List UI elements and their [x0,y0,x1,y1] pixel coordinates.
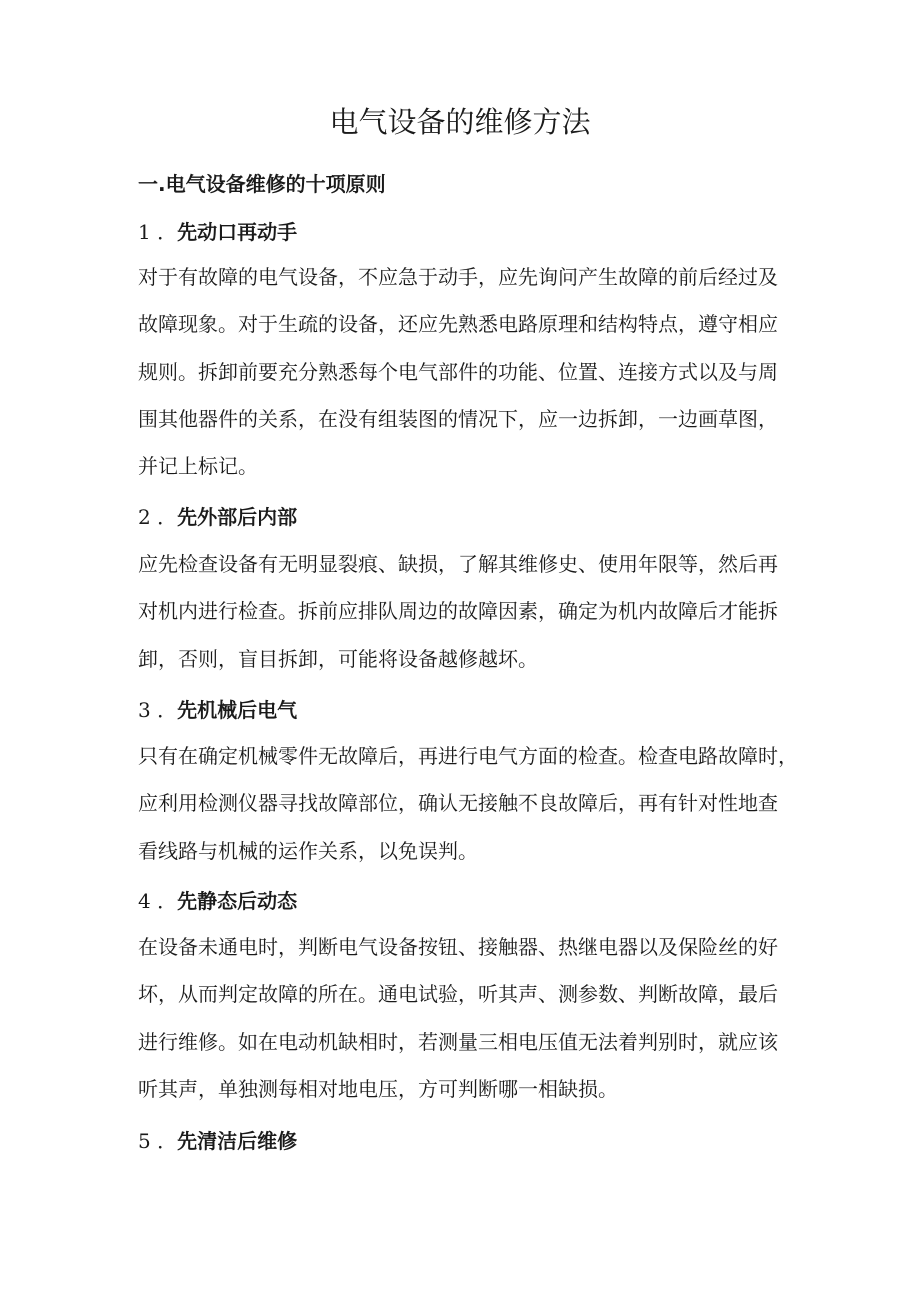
principle-title: 先机械后电气 [177,698,298,722]
body-line: 并记上标记。 [138,454,258,479]
principle-2-heading [138,501,297,533]
principle-number: 2 ． [138,505,178,529]
principle-number: 1 ． [138,220,178,244]
body-line: 看线路与机械的运作关系，以免误判。 [138,838,478,863]
principle-3-heading [138,694,297,726]
page-title: 电气设备的维修方法 [329,105,591,139]
body-line: 听其声，单独测每相对地电压，方可判断哪一相缺损。 [138,1076,618,1101]
principle-title: 先静态后动态 [177,889,298,913]
principle-5-heading [138,1125,297,1157]
body-line: 应先检查设备有无明显裂痕、缺损，了解其维修史、使用年限等，然后再 [138,552,778,576]
body-line: 对机内进行检查。拆前应排队周边的故障因素，确定为机内故障后才能拆 [138,599,778,624]
principle-title: 先动口再动手 [177,220,298,244]
principle-title: 先清洁后维修 [177,1129,298,1153]
principle-2-body [138,541,794,683]
body-line: 在设备未通电时，判断电气设备按钮、接触器、热继电器以及保险丝的好 [138,935,778,959]
body-line: 坏，从而判定故障的所在。通电试验，听其声、测参数、判断故障，最后 [138,982,778,1007]
principle-title: 先外部后内部 [177,505,298,529]
body-line: 规则。拆卸前要充分熟悉每个电气部件的功能、位置、连接方式以及与周 [138,359,778,384]
principle-number: 5 ． [138,1129,178,1153]
section-heading: 一.电气设备维修的十项原则 [138,172,386,196]
body-line: 故障现象。对于生疏的设备，还应先熟悉电路原理和结构特点，遵守相应 [138,312,778,337]
principle-4-body [138,924,794,1113]
body-line: 只有在确定机械零件无故障后，再进行电气方面的检查。检查电路故障时， [138,744,798,768]
body-line: 卸，否则，盲目拆卸，可能将设备越修越坏。 [138,646,538,671]
body-line: 围其他器件的关系，在没有组装图的情况下，应一边拆卸，一边画草图， [138,406,778,431]
principle-1-heading [138,216,297,248]
principle-number: 4 ． [138,889,178,913]
body-line: 应利用检测仪器寻找故障部位，确认无接触不良故障后，再有针对性地查 [138,791,778,816]
body-line: 对于有故障的电气设备，不应急于动手，应先询问产生故障的前后经过及 [138,265,778,289]
principle-number: 3 ． [138,698,178,722]
body-line: 进行维修。如在电动机缺相时，若测量三相电压值无法着判别时，就应该 [138,1029,778,1054]
principle-4-heading [138,885,297,917]
principle-3-body [138,733,798,875]
principle-1-body [138,254,794,490]
